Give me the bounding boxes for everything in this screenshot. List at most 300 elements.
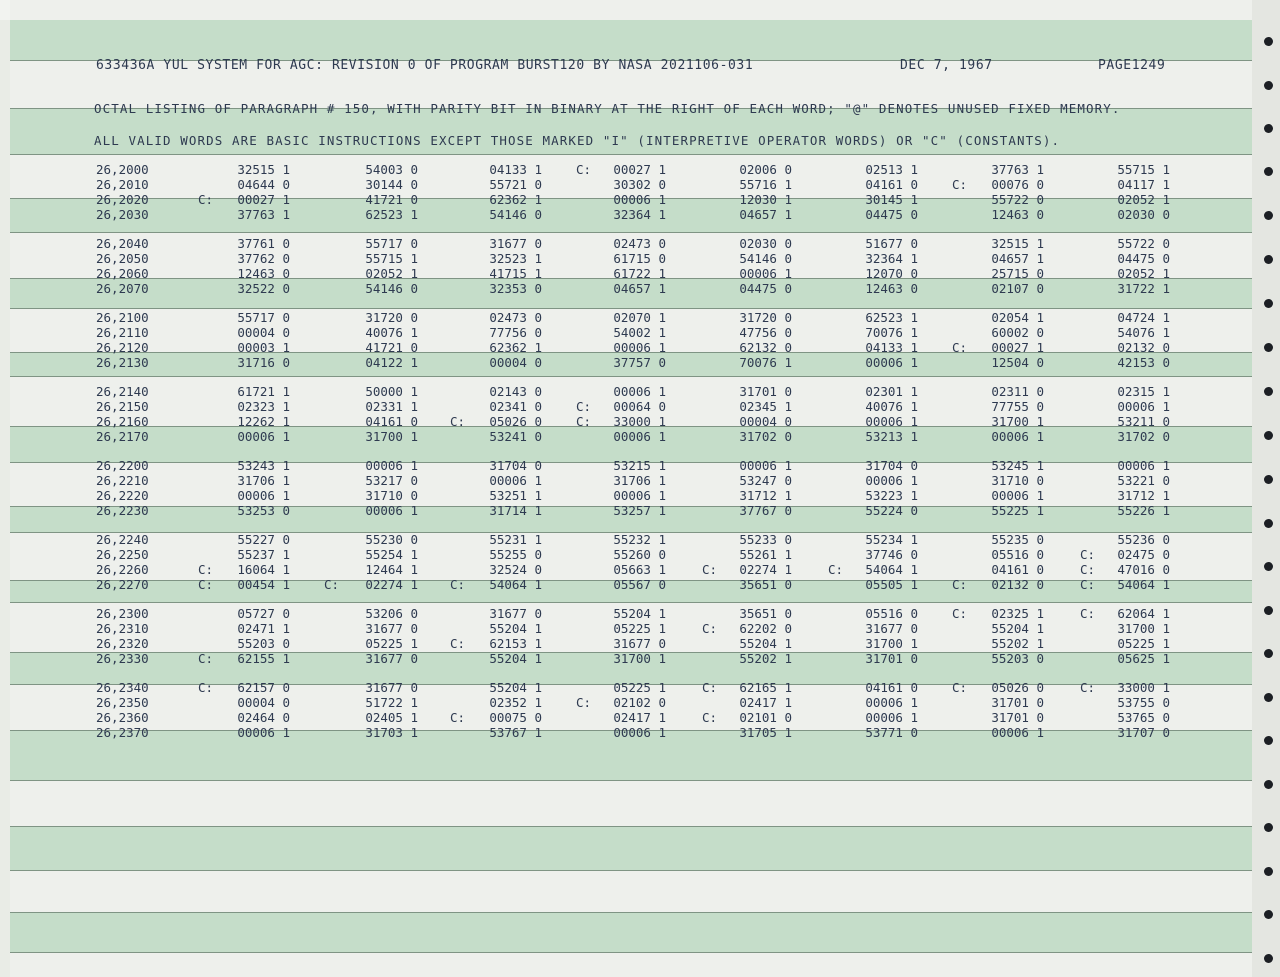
octal-word: 55234 1	[865, 532, 918, 547]
listing-row	[0, 710, 1280, 725]
octal-word: 53243 1	[237, 458, 290, 473]
octal-word: 31700 1	[865, 636, 918, 651]
octal-word: 04657 1	[991, 251, 1044, 266]
octal-word: 00006 1	[865, 414, 918, 429]
row-address: 26,2010	[96, 177, 149, 192]
octal-word: 02107 0	[991, 281, 1044, 296]
octal-word: 31716 0	[237, 355, 290, 370]
octal-word: 55237 1	[237, 547, 290, 562]
listing-header-date: DEC 7, 1967	[900, 58, 993, 73]
octal-word: 31677 0	[489, 236, 542, 251]
octal-word: 05225 1	[613, 680, 666, 695]
octal-word: 33000 1	[1117, 680, 1170, 695]
listing-header-title: 633436A YUL SYSTEM FOR AGC: REVISION 0 OF PROGRAM BURST120 BY NASA 2021106-031	[96, 58, 754, 73]
octal-word: 51677 0	[865, 236, 918, 251]
octal-word: 31701 0	[739, 384, 792, 399]
octal-word: 04657 1	[739, 207, 792, 222]
octal-word: 54064 1	[865, 562, 918, 577]
octal-word: 00454 1	[237, 577, 290, 592]
octal-word: 00006 1	[237, 725, 290, 740]
listing-row	[0, 266, 1280, 281]
listing-row	[0, 606, 1280, 621]
octal-word: 62157 0	[237, 680, 290, 695]
octal-word: 02101 0	[739, 710, 792, 725]
octal-word: 31700 1	[365, 429, 418, 444]
octal-word: 04475 0	[1117, 251, 1170, 266]
octal-word: 04657 1	[613, 281, 666, 296]
octal-word: 00004 0	[237, 325, 290, 340]
octal-word: 00006 1	[489, 473, 542, 488]
octal-word: 31706 1	[613, 473, 666, 488]
listing-row	[0, 636, 1280, 651]
octal-word: 00006 1	[613, 340, 666, 355]
listing-row	[0, 429, 1280, 444]
octal-word: 62202 0	[739, 621, 792, 636]
row-address: 26,2270	[96, 577, 149, 592]
octal-word: 60002 0	[991, 325, 1044, 340]
listing-row	[0, 251, 1280, 266]
octal-word: 16064 1	[237, 562, 290, 577]
octal-word: 02323 1	[237, 399, 290, 414]
listing-row	[0, 207, 1280, 222]
row-address: 26,2160	[96, 414, 149, 429]
octal-word: 47756 0	[739, 325, 792, 340]
octal-word: 02070 1	[613, 310, 666, 325]
octal-word: 31700 1	[991, 414, 1044, 429]
octal-word: 41721 0	[365, 340, 418, 355]
listing-row	[0, 651, 1280, 666]
octal-word: 04133 1	[865, 340, 918, 355]
listing-row	[0, 562, 1280, 577]
octal-word: 62155 1	[237, 651, 290, 666]
listing-row	[0, 680, 1280, 695]
octal-word: 55231 1	[489, 532, 542, 547]
octal-word: 31702 0	[1117, 429, 1170, 444]
constant-marker: C:	[702, 562, 718, 577]
octal-word: 05225 1	[1117, 636, 1170, 651]
octal-word: 53241 0	[489, 429, 542, 444]
octal-word: 54002 1	[613, 325, 666, 340]
octal-word: 31720 0	[739, 310, 792, 325]
octal-word: 53213 1	[865, 429, 918, 444]
octal-word: 00075 0	[489, 710, 542, 725]
octal-word: 02417 1	[739, 695, 792, 710]
row-address: 26,2000	[96, 162, 149, 177]
octal-word: 53251 1	[489, 488, 542, 503]
octal-word: 02143 0	[489, 384, 542, 399]
listing-row	[0, 355, 1280, 370]
octal-word: 00006 1	[991, 429, 1044, 444]
octal-word: 47016 0	[1117, 562, 1170, 577]
octal-word: 62362 1	[489, 192, 542, 207]
octal-word: 00006 1	[865, 473, 918, 488]
octal-word: 55204 1	[489, 680, 542, 695]
listing-note-2: ALL VALID WORDS ARE BASIC INSTRUCTIONS EXCEPT THOSE MARKED "I" (INTERPRETIVE OPERATOR WORDS) OR "C" (CONSTANTS).	[94, 133, 1061, 148]
octal-word: 12463 0	[237, 266, 290, 281]
octal-word: 00006 1	[739, 266, 792, 281]
listing-row	[0, 192, 1280, 207]
octal-word: 31677 0	[365, 651, 418, 666]
octal-word: 31704 0	[865, 458, 918, 473]
octal-word: 05516 0	[991, 547, 1044, 562]
octal-word: 04724 1	[1117, 310, 1170, 325]
octal-word: 61715 0	[613, 251, 666, 266]
octal-word: 31677 0	[365, 680, 418, 695]
octal-word: 02030 0	[739, 236, 792, 251]
row-address: 26,2300	[96, 606, 149, 621]
octal-word: 55260 0	[613, 547, 666, 562]
octal-word: 54003 0	[365, 162, 418, 177]
octal-word: 37762 0	[237, 251, 290, 266]
octal-word: 55204 1	[991, 621, 1044, 636]
row-address: 26,2370	[96, 725, 149, 740]
octal-word: 00006 1	[865, 355, 918, 370]
row-address: 26,2220	[96, 488, 149, 503]
listing-row	[0, 547, 1280, 562]
listing-row	[0, 162, 1280, 177]
octal-word: 55224 0	[865, 503, 918, 518]
constant-marker: C:	[952, 340, 968, 355]
octal-word: 05505 1	[865, 577, 918, 592]
octal-word: 00006 1	[739, 458, 792, 473]
octal-word: 00076 0	[991, 177, 1044, 192]
octal-word: 12070 0	[865, 266, 918, 281]
octal-word: 53217 0	[365, 473, 418, 488]
octal-word: 00006 1	[1117, 458, 1170, 473]
octal-word: 77755 0	[991, 399, 1044, 414]
octal-word: 00027 1	[613, 162, 666, 177]
octal-word: 55203 0	[991, 651, 1044, 666]
constant-marker: C:	[576, 414, 592, 429]
octal-word: 37761 0	[237, 236, 290, 251]
row-address: 26,2340	[96, 680, 149, 695]
octal-word: 02352 1	[489, 695, 542, 710]
octal-word: 55716 1	[739, 177, 792, 192]
octal-word: 31712 1	[1117, 488, 1170, 503]
constant-marker: C:	[450, 414, 466, 429]
octal-word: 00006 1	[613, 384, 666, 399]
row-address: 26,2310	[96, 621, 149, 636]
constant-marker: C:	[324, 577, 340, 592]
octal-word: 02301 1	[865, 384, 918, 399]
octal-word: 00027 1	[991, 340, 1044, 355]
octal-word: 02341 0	[489, 399, 542, 414]
octal-word: 32364 1	[865, 251, 918, 266]
octal-word: 32523 1	[489, 251, 542, 266]
octal-word: 00006 1	[865, 695, 918, 710]
octal-word: 00006 1	[1117, 399, 1170, 414]
constant-marker: C:	[952, 577, 968, 592]
row-address: 26,2150	[96, 399, 149, 414]
octal-word: 54146 0	[739, 251, 792, 266]
row-address: 26,2210	[96, 473, 149, 488]
octal-word: 12504 0	[991, 355, 1044, 370]
listing-row	[0, 340, 1280, 355]
constant-marker: C:	[952, 177, 968, 192]
listing-row	[0, 414, 1280, 429]
octal-word: 00004 0	[739, 414, 792, 429]
octal-word: 31677 0	[489, 606, 542, 621]
octal-word: 04117 1	[1117, 177, 1170, 192]
octal-word: 77756 0	[489, 325, 542, 340]
octal-word: 55204 1	[489, 621, 542, 636]
octal-word: 53245 1	[991, 458, 1044, 473]
octal-word: 31701 0	[991, 695, 1044, 710]
row-address: 26,2050	[96, 251, 149, 266]
octal-word: 54146 0	[365, 281, 418, 296]
octal-word: 55233 0	[739, 532, 792, 547]
octal-word: 55717 0	[365, 236, 418, 251]
octal-word: 55232 1	[613, 532, 666, 547]
listing-note-1: OCTAL LISTING OF PARAGRAPH # 150, WITH PARITY BIT IN BINARY AT THE RIGHT OF EACH WORD; "@" DENOTES UNUSED FIXED MEMORY.	[94, 101, 1121, 116]
constant-marker: C:	[952, 680, 968, 695]
octal-word: 02006 0	[739, 162, 792, 177]
octal-word: 54146 0	[489, 207, 542, 222]
octal-word: 02315 1	[1117, 384, 1170, 399]
octal-word: 05225 1	[613, 621, 666, 636]
octal-word: 25715 0	[991, 266, 1044, 281]
octal-word: 53247 0	[739, 473, 792, 488]
octal-word: 32515 1	[237, 162, 290, 177]
octal-word: 55225 1	[991, 503, 1044, 518]
constant-marker: C:	[576, 695, 592, 710]
octal-word: 55203 0	[237, 636, 290, 651]
octal-word: 30302 0	[613, 177, 666, 192]
octal-word: 00006 1	[991, 488, 1044, 503]
row-address: 26,2350	[96, 695, 149, 710]
row-address: 26,2260	[96, 562, 149, 577]
octal-word: 04161 0	[865, 177, 918, 192]
row-address: 26,2060	[96, 266, 149, 281]
octal-word: 53211 0	[1117, 414, 1170, 429]
constant-marker: C:	[1080, 606, 1096, 621]
octal-word: 31701 0	[991, 710, 1044, 725]
octal-word: 04161 0	[991, 562, 1044, 577]
octal-word: 00027 1	[237, 192, 290, 207]
octal-word: 55715 1	[1117, 162, 1170, 177]
row-address: 26,2070	[96, 281, 149, 296]
row-address: 26,2200	[96, 458, 149, 473]
constant-marker: C:	[1080, 547, 1096, 562]
octal-word: 37746 0	[865, 547, 918, 562]
octal-word: 05567 0	[613, 577, 666, 592]
octal-word: 55722 0	[1117, 236, 1170, 251]
row-address: 26,2330	[96, 651, 149, 666]
octal-word: 04161 0	[865, 680, 918, 695]
octal-word: 31702 0	[739, 429, 792, 444]
listing-row	[0, 503, 1280, 518]
constant-marker: C:	[198, 651, 214, 666]
octal-word: 54064 1	[489, 577, 542, 592]
row-address: 26,2170	[96, 429, 149, 444]
octal-word: 30145 1	[865, 192, 918, 207]
octal-word: 55255 0	[489, 547, 542, 562]
octal-word: 05625 1	[1117, 651, 1170, 666]
octal-word: 62153 1	[489, 636, 542, 651]
constant-marker: C:	[702, 621, 718, 636]
constant-marker: C:	[198, 577, 214, 592]
octal-word: 33000 1	[613, 414, 666, 429]
octal-word: 31722 1	[1117, 281, 1170, 296]
octal-word: 00006 1	[613, 725, 666, 740]
row-address: 26,2360	[96, 710, 149, 725]
octal-word: 55204 1	[739, 636, 792, 651]
listing-row	[0, 725, 1280, 740]
listing-row	[0, 325, 1280, 340]
row-address: 26,2250	[96, 547, 149, 562]
constant-marker: C:	[450, 636, 466, 651]
octal-word: 05663 1	[613, 562, 666, 577]
octal-word: 31706 1	[237, 473, 290, 488]
octal-word: 32522 0	[237, 281, 290, 296]
row-address: 26,2110	[96, 325, 149, 340]
octal-word: 37767 0	[739, 503, 792, 518]
octal-word: 31677 0	[613, 636, 666, 651]
octal-word: 32353 0	[489, 281, 542, 296]
octal-word: 00006 1	[237, 429, 290, 444]
row-address: 26,2020	[96, 192, 149, 207]
constant-marker: C:	[450, 710, 466, 725]
octal-word: 02052 1	[365, 266, 418, 281]
octal-word: 70076 1	[739, 355, 792, 370]
octal-word: 55721 0	[489, 177, 542, 192]
listing-row	[0, 399, 1280, 414]
octal-word: 05026 0	[991, 680, 1044, 695]
listing-row	[0, 473, 1280, 488]
octal-word: 41721 0	[365, 192, 418, 207]
listing-row	[0, 577, 1280, 592]
octal-word: 00006 1	[365, 503, 418, 518]
row-address: 26,2040	[96, 236, 149, 251]
octal-word: 54076 1	[1117, 325, 1170, 340]
octal-word: 40076 1	[365, 325, 418, 340]
octal-word: 55715 1	[365, 251, 418, 266]
constant-marker: C:	[828, 562, 844, 577]
octal-word: 02471 1	[237, 621, 290, 636]
listing-row	[0, 384, 1280, 399]
octal-word: 35651 0	[739, 606, 792, 621]
octal-word: 02325 1	[991, 606, 1044, 621]
octal-word: 02311 0	[991, 384, 1044, 399]
octal-word: 53771 0	[865, 725, 918, 740]
octal-word: 62523 1	[365, 207, 418, 222]
octal-word: 02475 0	[1117, 547, 1170, 562]
octal-word: 00006 1	[365, 458, 418, 473]
octal-word: 31712 1	[739, 488, 792, 503]
octal-word: 02132 0	[991, 577, 1044, 592]
row-address: 26,2030	[96, 207, 149, 222]
octal-word: 55261 1	[739, 547, 792, 562]
octal-word: 62132 0	[739, 340, 792, 355]
listing-row	[0, 695, 1280, 710]
listing-row	[0, 488, 1280, 503]
octal-word: 04644 0	[237, 177, 290, 192]
octal-word: 02132 0	[1117, 340, 1170, 355]
octal-word: 31700 1	[613, 651, 666, 666]
row-address: 26,2140	[96, 384, 149, 399]
octal-word: 12030 1	[739, 192, 792, 207]
constant-marker: C:	[1080, 577, 1096, 592]
octal-word: 55230 0	[365, 532, 418, 547]
octal-word: 00003 1	[237, 340, 290, 355]
octal-word: 37763 1	[991, 162, 1044, 177]
octal-word: 00004 0	[489, 355, 542, 370]
octal-word: 37763 1	[237, 207, 290, 222]
row-address: 26,2100	[96, 310, 149, 325]
listing-row	[0, 236, 1280, 251]
constant-marker: C:	[198, 562, 214, 577]
listing-row	[0, 532, 1280, 547]
octal-word: 55204 1	[489, 651, 542, 666]
octal-word: 02405 1	[365, 710, 418, 725]
octal-word: 41715 1	[489, 266, 542, 281]
octal-word: 53223 1	[865, 488, 918, 503]
octal-word: 31677 0	[865, 621, 918, 636]
octal-word: 53215 1	[613, 458, 666, 473]
octal-word: 55235 0	[991, 532, 1044, 547]
constant-marker: C:	[1080, 680, 1096, 695]
octal-word: 31701 0	[865, 651, 918, 666]
octal-word: 31703 1	[365, 725, 418, 740]
octal-word: 61721 1	[237, 384, 290, 399]
octal-word: 02052 1	[1117, 192, 1170, 207]
octal-word: 02417 1	[613, 710, 666, 725]
octal-word: 02345 1	[739, 399, 792, 414]
octal-word: 31714 1	[489, 503, 542, 518]
row-address: 26,2130	[96, 355, 149, 370]
octal-word: 53767 1	[489, 725, 542, 740]
octal-word: 35651 0	[739, 577, 792, 592]
octal-word: 12464 1	[365, 562, 418, 577]
octal-word: 02331 1	[365, 399, 418, 414]
constant-marker: C:	[198, 680, 214, 695]
octal-word: 32364 1	[613, 207, 666, 222]
constant-marker: C:	[702, 710, 718, 725]
octal-word: 12463 0	[991, 207, 1044, 222]
octal-word: 55202 1	[991, 636, 1044, 651]
octal-word: 55236 0	[1117, 532, 1170, 547]
row-address: 26,2230	[96, 503, 149, 518]
octal-word: 04133 1	[489, 162, 542, 177]
octal-word: 55254 1	[365, 547, 418, 562]
octal-word: 02102 0	[613, 695, 666, 710]
octal-word: 31677 0	[365, 621, 418, 636]
row-address: 26,2120	[96, 340, 149, 355]
octal-word: 51722 1	[365, 695, 418, 710]
constant-marker: C:	[702, 680, 718, 695]
octal-word: 00004 0	[237, 695, 290, 710]
octal-word: 53765 0	[1117, 710, 1170, 725]
octal-word: 00006 1	[991, 725, 1044, 740]
octal-word: 04122 1	[365, 355, 418, 370]
octal-word: 53755 0	[1117, 695, 1170, 710]
octal-word: 31704 0	[489, 458, 542, 473]
octal-word: 12463 0	[865, 281, 918, 296]
octal-word: 00006 1	[865, 710, 918, 725]
octal-word: 00064 0	[613, 399, 666, 414]
octal-word: 04161 0	[365, 414, 418, 429]
octal-word: 53253 0	[237, 503, 290, 518]
octal-word: 04475 0	[739, 281, 792, 296]
octal-word: 62362 1	[489, 340, 542, 355]
octal-word: 50000 1	[365, 384, 418, 399]
octal-word: 05225 1	[365, 636, 418, 651]
octal-word: 37757 0	[613, 355, 666, 370]
octal-word: 55227 0	[237, 532, 290, 547]
octal-word: 31710 0	[365, 488, 418, 503]
octal-word: 55717 0	[237, 310, 290, 325]
octal-word: 00006 1	[613, 488, 666, 503]
